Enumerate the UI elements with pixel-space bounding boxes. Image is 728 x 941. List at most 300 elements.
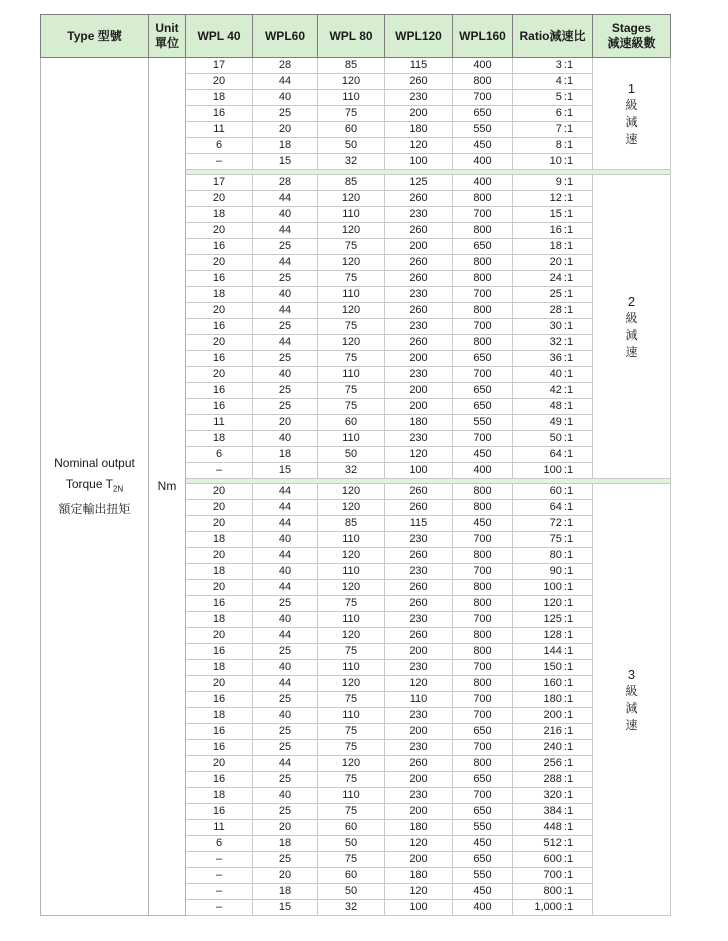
cell-wpl60: 40 [253, 612, 318, 628]
cell-ratio [513, 548, 593, 564]
cell-ratio [513, 122, 593, 138]
ratio-suffix: :1 [563, 416, 574, 428]
cell-wpl40: 18 [186, 660, 253, 676]
cell-wpl40: 11 [186, 820, 253, 836]
ratio-suffix: :1 [563, 805, 574, 817]
ratio-suffix: :1 [563, 155, 574, 167]
ratio-suffix: :1 [563, 320, 574, 332]
cell-wpl160: 800 [453, 628, 513, 644]
cell-wpl160: 800 [453, 303, 513, 319]
ratio-value [532, 447, 573, 462]
ratio-number: 3 [555, 59, 562, 71]
cell-wpl40: 18 [186, 532, 253, 548]
cell-wpl60: 28 [253, 58, 318, 74]
ratio-suffix: :1 [563, 192, 574, 204]
cell-wpl40: 20 [186, 516, 253, 532]
cell-ratio [513, 255, 593, 271]
ratio-number: 216 [543, 725, 562, 737]
ratio-number: 7 [555, 123, 562, 135]
table-header [41, 15, 671, 58]
cell-wpl120: 100 [385, 900, 453, 916]
ratio-suffix: :1 [563, 629, 574, 641]
cell-wpl120: 100 [385, 154, 453, 170]
ratio-value [532, 383, 573, 398]
cell-wpl80: 60 [318, 820, 385, 836]
ratio-value [532, 724, 573, 739]
ratio-value [532, 484, 573, 499]
ratio-suffix: :1 [563, 677, 574, 689]
stage-number: 1 [627, 80, 636, 96]
cell-wpl160: 700 [453, 708, 513, 724]
cell-wpl120: 120 [385, 447, 453, 463]
cell-wpl120: 260 [385, 191, 453, 207]
ratio-number: 384 [543, 805, 562, 817]
column-header-label: 減速級數 [607, 36, 656, 50]
stage-char: 級 [625, 97, 638, 112]
cell-wpl120: 260 [385, 335, 453, 351]
cell-ratio [513, 900, 593, 916]
cell-wpl80: 85 [318, 58, 385, 74]
cell-wpl40: – [186, 154, 253, 170]
cell-wpl160: 650 [453, 804, 513, 820]
cell-wpl160: 800 [453, 335, 513, 351]
cell-ratio [513, 154, 593, 170]
ratio-suffix: :1 [563, 368, 574, 380]
ratio-value [532, 154, 573, 169]
cell-wpl80: 75 [318, 399, 385, 415]
cell-ratio [513, 692, 593, 708]
cell-wpl40: 16 [186, 644, 253, 660]
cell-wpl80: 50 [318, 447, 385, 463]
cell-wpl120: 260 [385, 484, 453, 500]
cell-wpl120: 230 [385, 612, 453, 628]
ratio-value [532, 708, 573, 723]
ratio-suffix: :1 [563, 725, 574, 737]
cell-wpl60: 25 [253, 772, 318, 788]
cell-wpl120: 260 [385, 500, 453, 516]
cell-wpl60: 20 [253, 415, 318, 431]
cell-wpl80: 75 [318, 383, 385, 399]
cell-wpl80: 110 [318, 660, 385, 676]
ratio-value [532, 106, 573, 121]
cell-wpl60: 44 [253, 303, 318, 319]
cell-wpl160: 700 [453, 612, 513, 628]
ratio-number: 15 [549, 208, 562, 220]
ratio-value [532, 58, 573, 73]
cell-wpl80: 120 [318, 676, 385, 692]
spec-table [40, 14, 671, 916]
cell-wpl80: 85 [318, 175, 385, 191]
ratio-number: 49 [549, 416, 562, 428]
cell-ratio [513, 58, 593, 74]
cell-wpl120: 180 [385, 415, 453, 431]
cell-wpl40: 16 [186, 740, 253, 756]
cell-wpl80: 120 [318, 255, 385, 271]
cell-wpl80: 75 [318, 804, 385, 820]
ratio-number: 125 [543, 613, 562, 625]
cell-ratio [513, 612, 593, 628]
cell-ratio [513, 564, 593, 580]
ratio-suffix: :1 [563, 853, 574, 865]
stage-char: 減 [625, 114, 638, 129]
ratio-value [532, 516, 573, 531]
cell-wpl80: 110 [318, 708, 385, 724]
cell-ratio [513, 820, 593, 836]
cell-wpl60: 25 [253, 271, 318, 287]
cell-wpl60: 25 [253, 596, 318, 612]
ratio-value [532, 271, 573, 286]
cell-wpl120: 200 [385, 351, 453, 367]
cell-wpl80: 75 [318, 319, 385, 335]
cell-wpl120: 200 [385, 383, 453, 399]
column-header-ratio [513, 15, 593, 58]
cell-wpl40: – [186, 884, 253, 900]
cell-wpl60: 44 [253, 191, 318, 207]
cell-wpl160: 700 [453, 431, 513, 447]
ratio-value [532, 740, 573, 755]
ratio-number: 25 [549, 288, 562, 300]
cell-ratio [513, 484, 593, 500]
cell-ratio [513, 175, 593, 191]
ratio-suffix: :1 [563, 91, 574, 103]
cell-wpl160: 450 [453, 836, 513, 852]
ratio-number: 64 [549, 501, 562, 513]
cell-wpl160: 400 [453, 154, 513, 170]
ratio-value [532, 287, 573, 302]
ratio-suffix: :1 [563, 59, 574, 71]
cell-wpl160: 400 [453, 900, 513, 916]
cell-wpl40: 16 [186, 319, 253, 335]
type-label-line: 額定輸出扭矩 [58, 502, 131, 517]
cell-wpl120: 260 [385, 580, 453, 596]
ratio-suffix: :1 [563, 581, 574, 593]
cell-wpl120: 230 [385, 564, 453, 580]
cell-wpl80: 32 [318, 900, 385, 916]
cell-ratio [513, 335, 593, 351]
cell-wpl40: 16 [186, 772, 253, 788]
cell-wpl160: 800 [453, 580, 513, 596]
ratio-suffix: :1 [563, 123, 574, 135]
cell-wpl160: 650 [453, 239, 513, 255]
cell-wpl160: 800 [453, 271, 513, 287]
cell-wpl60: 44 [253, 74, 318, 90]
cell-wpl80: 110 [318, 431, 385, 447]
cell-wpl120: 200 [385, 239, 453, 255]
cell-wpl160: 800 [453, 644, 513, 660]
ratio-suffix: :1 [563, 885, 574, 897]
cell-ratio [513, 319, 593, 335]
cell-wpl120: 200 [385, 772, 453, 788]
cell-wpl40: 16 [186, 351, 253, 367]
cell-wpl40: 16 [186, 596, 253, 612]
cell-wpl80: 75 [318, 724, 385, 740]
cell-wpl80: 60 [318, 415, 385, 431]
column-header-label: Ratio減速比 [519, 28, 586, 43]
cell-wpl80: 120 [318, 191, 385, 207]
cell-wpl60: 40 [253, 708, 318, 724]
column-header-wpl40 [186, 15, 253, 58]
cell-wpl40: 18 [186, 564, 253, 580]
cell-wpl80: 110 [318, 367, 385, 383]
cell-wpl160: 800 [453, 484, 513, 500]
cell-wpl60: 44 [253, 516, 318, 532]
cell-ratio [513, 788, 593, 804]
stage-char: 速 [625, 131, 638, 146]
cell-wpl160: 800 [453, 548, 513, 564]
cell-wpl40: 20 [186, 580, 253, 596]
ratio-suffix: :1 [563, 789, 574, 801]
cell-wpl160: 650 [453, 852, 513, 868]
cell-ratio [513, 383, 593, 399]
cell-wpl60: 40 [253, 287, 318, 303]
ratio-suffix: :1 [563, 352, 574, 364]
ratio-number: 128 [543, 629, 562, 641]
cell-ratio [513, 287, 593, 303]
ratio-number: 90 [549, 565, 562, 577]
column-header-unit [149, 15, 186, 58]
ratio-suffix: :1 [563, 240, 574, 252]
ratio-suffix: :1 [563, 661, 574, 673]
cell-wpl160: 650 [453, 351, 513, 367]
cell-wpl120: 230 [385, 788, 453, 804]
cell-wpl40: 16 [186, 724, 253, 740]
ratio-number: 4 [555, 75, 562, 87]
ratio-number: 120 [543, 597, 562, 609]
cell-wpl160: 550 [453, 820, 513, 836]
cell-wpl40: 16 [186, 804, 253, 820]
cell-wpl60: 25 [253, 692, 318, 708]
cell-wpl80: 50 [318, 138, 385, 154]
cell-ratio [513, 676, 593, 692]
cell-wpl120: 125 [385, 175, 453, 191]
cell-wpl60: 44 [253, 335, 318, 351]
ratio-number: 6 [555, 107, 562, 119]
cell-wpl80: 110 [318, 207, 385, 223]
ratio-suffix: :1 [563, 336, 574, 348]
ratio-number: 50 [549, 432, 562, 444]
cell-wpl60: 15 [253, 463, 318, 479]
cell-wpl160: 700 [453, 367, 513, 383]
cell-wpl160: 700 [453, 660, 513, 676]
ratio-suffix: :1 [563, 432, 574, 444]
ratio-suffix: :1 [563, 448, 574, 460]
cell-wpl40: 17 [186, 58, 253, 74]
cell-wpl120: 100 [385, 463, 453, 479]
cell-ratio [513, 756, 593, 772]
ratio-suffix: :1 [563, 565, 574, 577]
cell-wpl60: 44 [253, 756, 318, 772]
ratio-value [532, 90, 573, 105]
cell-wpl120: 260 [385, 628, 453, 644]
cell-wpl60: 25 [253, 740, 318, 756]
ratio-value [532, 319, 573, 334]
ratio-number: 40 [549, 368, 562, 380]
cell-wpl80: 85 [318, 516, 385, 532]
cell-wpl160: 650 [453, 106, 513, 122]
cell-wpl80: 120 [318, 303, 385, 319]
ratio-suffix: :1 [563, 869, 574, 881]
type-label-line: Nominal output [54, 455, 135, 470]
cell-wpl80: 75 [318, 692, 385, 708]
cell-wpl40: 16 [186, 106, 253, 122]
ratio-number: 42 [549, 384, 562, 396]
cell-wpl60: 40 [253, 660, 318, 676]
cell-wpl40: – [186, 852, 253, 868]
ratio-suffix: :1 [563, 693, 574, 705]
cell-wpl40: 20 [186, 628, 253, 644]
cell-wpl120: 120 [385, 836, 453, 852]
cell-ratio [513, 138, 593, 154]
cell-ratio [513, 399, 593, 415]
ratio-value [532, 207, 573, 222]
cell-wpl160: 800 [453, 223, 513, 239]
stage-cell-1 [593, 58, 671, 170]
cell-wpl160: 650 [453, 724, 513, 740]
cell-wpl40: – [186, 463, 253, 479]
ratio-value [532, 532, 573, 547]
cell-wpl60: 25 [253, 852, 318, 868]
header-row [41, 15, 671, 58]
ratio-number: 30 [549, 320, 562, 332]
column-header-label: 單位 [154, 36, 179, 50]
cell-wpl40: 18 [186, 207, 253, 223]
cell-wpl60: 44 [253, 580, 318, 596]
cell-wpl160: 650 [453, 399, 513, 415]
ratio-number: 160 [543, 677, 562, 689]
cell-wpl160: 800 [453, 500, 513, 516]
ratio-value [532, 900, 573, 915]
ratio-number: 256 [543, 757, 562, 769]
cell-wpl40: 20 [186, 255, 253, 271]
cell-ratio [513, 516, 593, 532]
column-header-label: WPL 40 [197, 28, 241, 43]
ratio-number: 800 [543, 885, 562, 897]
ratio-value [532, 351, 573, 366]
cell-wpl40: 20 [186, 484, 253, 500]
ratio-number: 60 [549, 485, 562, 497]
ratio-number: 9 [555, 176, 562, 188]
cell-wpl60: 44 [253, 676, 318, 692]
cell-wpl120: 260 [385, 223, 453, 239]
cell-wpl120: 200 [385, 852, 453, 868]
ratio-number: 288 [543, 773, 562, 785]
ratio-suffix: :1 [563, 773, 574, 785]
column-header-label: Stages [611, 21, 652, 35]
cell-ratio [513, 239, 593, 255]
cell-wpl60: 18 [253, 836, 318, 852]
ratio-number: 64 [549, 448, 562, 460]
cell-wpl80: 75 [318, 106, 385, 122]
ratio-value [532, 367, 573, 382]
ratio-value [532, 596, 573, 611]
cell-wpl80: 120 [318, 74, 385, 90]
cell-wpl80: 120 [318, 580, 385, 596]
ratio-value [532, 788, 573, 803]
cell-wpl120: 230 [385, 90, 453, 106]
cell-wpl40: 18 [186, 708, 253, 724]
cell-ratio [513, 351, 593, 367]
ratio-value [532, 756, 573, 771]
ratio-number: 1,000 [534, 901, 562, 913]
cell-wpl40: 16 [186, 271, 253, 287]
cell-wpl40: 16 [186, 399, 253, 415]
cell-wpl80: 75 [318, 596, 385, 612]
ratio-value [532, 692, 573, 707]
cell-wpl40: 16 [186, 383, 253, 399]
cell-wpl120: 260 [385, 303, 453, 319]
cell-wpl160: 800 [453, 596, 513, 612]
cell-ratio [513, 772, 593, 788]
column-header-label: WPL160 [459, 28, 506, 43]
cell-ratio [513, 431, 593, 447]
cell-ratio [513, 628, 593, 644]
ratio-suffix: :1 [563, 549, 574, 561]
unit-cell: Nm [149, 58, 186, 916]
ratio-suffix: :1 [563, 645, 574, 657]
ratio-number: 240 [543, 741, 562, 753]
cell-wpl80: 120 [318, 500, 385, 516]
cell-ratio [513, 191, 593, 207]
cell-wpl120: 200 [385, 724, 453, 740]
cell-wpl60: 40 [253, 564, 318, 580]
cell-wpl80: 75 [318, 351, 385, 367]
cell-wpl40: 18 [186, 788, 253, 804]
ratio-number: 36 [549, 352, 562, 364]
cell-wpl40: 20 [186, 676, 253, 692]
cell-wpl80: 75 [318, 239, 385, 255]
ratio-number: 28 [549, 304, 562, 316]
cell-wpl160: 400 [453, 58, 513, 74]
column-header-wpl120 [385, 15, 453, 58]
ratio-suffix: :1 [563, 901, 574, 913]
ratio-number: 150 [543, 661, 562, 673]
ratio-value [532, 335, 573, 350]
column-header-label: WPL120 [395, 28, 442, 43]
cell-ratio [513, 463, 593, 479]
cell-wpl80: 110 [318, 612, 385, 628]
cell-wpl40: 20 [186, 191, 253, 207]
cell-wpl160: 700 [453, 287, 513, 303]
cell-ratio [513, 74, 593, 90]
ratio-suffix: :1 [563, 517, 574, 529]
column-header-stages [593, 15, 671, 58]
ratio-suffix: :1 [563, 272, 574, 284]
ratio-suffix: :1 [563, 304, 574, 316]
ratio-suffix: :1 [563, 400, 574, 412]
ratio-number: 16 [549, 224, 562, 236]
cell-wpl120: 230 [385, 740, 453, 756]
cell-wpl120: 120 [385, 676, 453, 692]
cell-wpl80: 120 [318, 484, 385, 500]
ratio-number: 100 [543, 581, 562, 593]
cell-wpl60: 44 [253, 255, 318, 271]
cell-wpl80: 120 [318, 628, 385, 644]
cell-wpl60: 40 [253, 207, 318, 223]
cell-wpl120: 260 [385, 596, 453, 612]
ratio-value [532, 548, 573, 563]
cell-ratio [513, 724, 593, 740]
cell-wpl40: 20 [186, 756, 253, 772]
ratio-number: 12 [549, 192, 562, 204]
cell-wpl80: 120 [318, 223, 385, 239]
cell-wpl160: 700 [453, 564, 513, 580]
ratio-value [532, 303, 573, 318]
column-header-label: Type 型號 [67, 28, 122, 43]
cell-wpl60: 44 [253, 484, 318, 500]
cell-wpl80: 110 [318, 564, 385, 580]
cell-ratio [513, 500, 593, 516]
cell-wpl80: 120 [318, 756, 385, 772]
